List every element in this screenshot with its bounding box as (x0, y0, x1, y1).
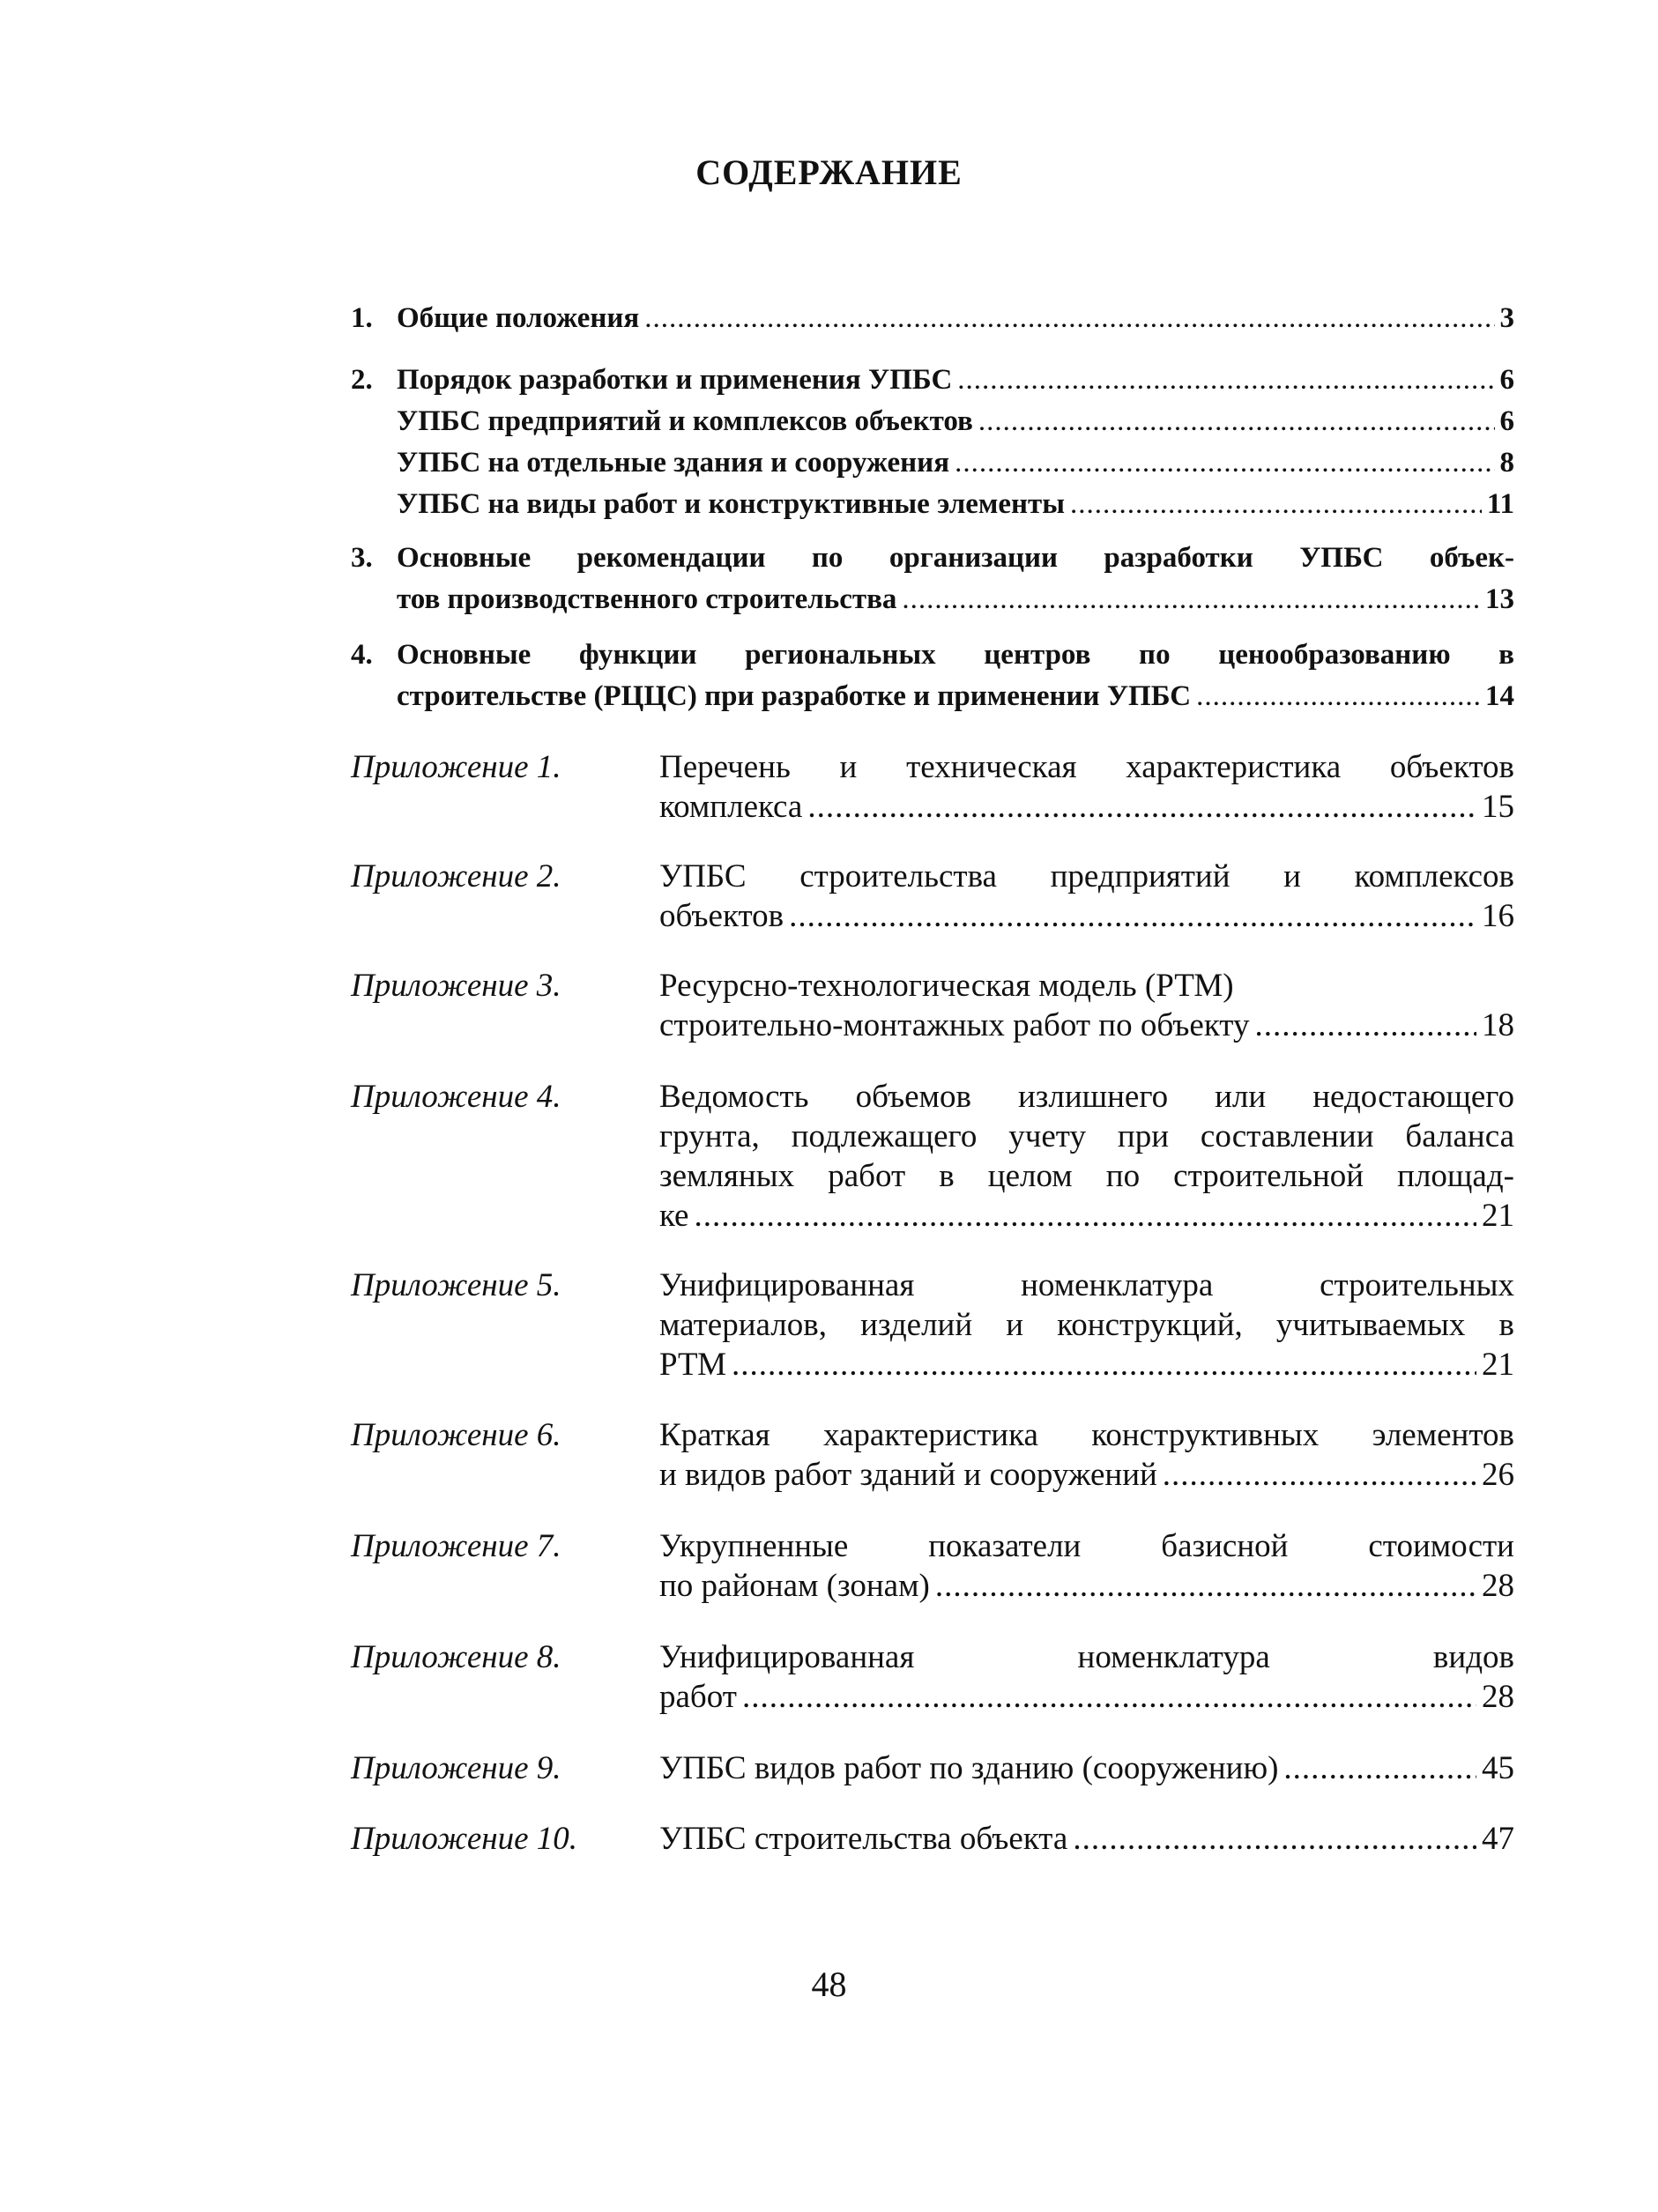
dot-leader (1255, 1006, 1477, 1045)
appendix-last-line (659, 1748, 1514, 1788)
appendix-last-line (659, 1006, 1514, 1045)
appendix-last-line (659, 896, 1514, 936)
appendix-text-line: Укрупненные показатели базисной стоимости (659, 1528, 1514, 1564)
toc-section-1 (351, 298, 1514, 339)
toc-line (351, 579, 1514, 620)
appendix-body (659, 966, 1514, 1045)
appendix-text: УПБС строительства объекта (659, 1821, 1068, 1857)
toc-subitem (351, 442, 1514, 484)
toc-section-3 (351, 538, 1514, 620)
page-ref: 45 (1482, 1750, 1514, 1786)
appendix-body (659, 1819, 1514, 1859)
dot-leader (957, 360, 1494, 401)
appendix-last-line (659, 787, 1514, 827)
toc-section-4 (351, 635, 1514, 717)
appendix-body (659, 1077, 1514, 1236)
appendix-text: РТМ (659, 1347, 727, 1383)
appendix-text: по районам (зонам) (659, 1568, 930, 1604)
appendix-text-line: Унифицированная номенклатура строительных (659, 1267, 1514, 1303)
appendix-label: Приложение 2. (351, 858, 561, 894)
section-number: 3. (351, 542, 373, 574)
appendix-last-line (659, 1196, 1514, 1236)
toc-subitem (351, 484, 1514, 525)
dot-leader (807, 787, 1476, 827)
section-title: Общие положения (397, 302, 640, 334)
section-title-line-2: тов производственного строительства (397, 583, 897, 615)
appendix-text: УПБС видов работ по зданию (сооружению) (659, 1750, 1279, 1786)
section-title: Порядок разработки и применения УПБС (397, 364, 953, 396)
page-title: СОДЕРЖАНИЕ (695, 152, 963, 192)
dot-leader (1283, 1748, 1476, 1788)
section-title-line-1: Основные функции региональных центров по ценообразованию в (397, 639, 1514, 671)
appendix-text-line: грунта, подлежащего учету при составлении баланса (659, 1118, 1514, 1154)
dot-leader (1196, 676, 1480, 717)
appendix-text-line: материалов, изделий и конструкций, учитываемых в (659, 1307, 1514, 1343)
dot-leader (789, 896, 1476, 936)
appendix-label: Приложение 7. (351, 1528, 561, 1564)
appendix-last-line (659, 1566, 1514, 1606)
dot-leader (955, 442, 1494, 484)
subitem-title: УПБС на виды работ и конструктивные элементы (397, 488, 1066, 520)
appendix-last-line (659, 1677, 1514, 1717)
dot-leader (1070, 484, 1482, 525)
toc-line (351, 538, 1514, 579)
page-ref: 15 (1482, 789, 1514, 825)
appendix-body (659, 1637, 1514, 1717)
appendix-label: Приложение 4. (351, 1079, 561, 1115)
appendix-label: Приложение 1. (351, 749, 561, 785)
subitem-title: УПБС на отдельные здания и сооружения (397, 447, 950, 479)
subitem-title: УПБС предприятий и комплексов объектов (397, 405, 973, 437)
appendix-label: Приложение 10. (351, 1821, 578, 1857)
appendix-label: Приложение 9. (351, 1750, 561, 1786)
appendix-text-line: Краткая характеристика конструктивных элементов (659, 1417, 1514, 1453)
page-number: 48 (811, 1964, 847, 2004)
page-ref: 21 (1482, 1198, 1514, 1234)
page-ref: 28 (1482, 1568, 1514, 1604)
dot-leader (978, 401, 1495, 442)
dot-leader (1073, 1819, 1476, 1859)
dot-leader (1163, 1455, 1476, 1495)
appendix-label: Приложение 5. (351, 1267, 561, 1303)
page-ref: 16 (1482, 898, 1514, 934)
section-number: 4. (351, 639, 373, 671)
appendix-text: ке (659, 1198, 689, 1234)
page-ref: 47 (1482, 1821, 1514, 1857)
appendix-body (659, 1748, 1514, 1788)
appendix-text-line: Ведомость объемов излишнего или недостающего (659, 1079, 1514, 1115)
page-ref: 13 (1485, 583, 1514, 615)
page-ref: 21 (1482, 1347, 1514, 1383)
toc-line (351, 360, 1514, 401)
appendix-body (659, 1526, 1514, 1606)
appendix-last-line (659, 1455, 1514, 1495)
page-ref: 11 (1486, 488, 1514, 520)
appendix-text-line: Перечень и техническая характеристика объектов (659, 749, 1514, 785)
toc-subitem (351, 401, 1514, 442)
appendix-label: Приложение 3. (351, 968, 561, 1004)
appendix-text: объектов (659, 898, 784, 934)
appendix-text-line: Ресурсно-технологическая модель (РТМ) (659, 968, 1234, 1004)
appendix-label: Приложение 6. (351, 1417, 561, 1453)
dot-leader (935, 1566, 1476, 1606)
page-ref: 6 (1499, 405, 1514, 437)
section-number: 1. (351, 302, 373, 334)
page-ref: 28 (1482, 1679, 1514, 1715)
page-ref: 3 (1499, 302, 1514, 334)
dot-leader (694, 1196, 1476, 1236)
appendix-text-line: УПБС строительства предприятий и комплексов (659, 858, 1514, 894)
appendix-text: строительно-монтажных работ по объекту (659, 1007, 1250, 1043)
page-ref: 26 (1482, 1457, 1514, 1493)
toc-line (351, 298, 1514, 339)
dot-leader (902, 579, 1480, 620)
appendix-last-line (659, 1345, 1514, 1384)
section-title-line-1: Основные рекомендации по организации разработки УПБС объек- (397, 542, 1514, 574)
appendix-body (659, 1415, 1514, 1495)
appendix-text: работ (659, 1679, 737, 1715)
toc-section-2 (351, 360, 1514, 525)
appendix-text-line: земляных работ в целом по строительной площад- (659, 1158, 1514, 1194)
appendix-text: и видов работ зданий и сооружений (659, 1457, 1157, 1493)
toc-line (351, 676, 1514, 717)
section-number: 2. (351, 364, 373, 396)
section-title-line-2: строительстве (РЦЦС) при разработке и применении УПБС (397, 680, 1192, 712)
page-ref: 8 (1499, 447, 1514, 479)
appendix-label: Приложение 8. (351, 1639, 561, 1675)
appendix-body (659, 1266, 1514, 1384)
dot-leader (644, 298, 1494, 339)
dot-leader (732, 1345, 1476, 1384)
toc-line (351, 635, 1514, 676)
appendix-body (659, 857, 1514, 936)
appendix-text: комплекса (659, 789, 803, 825)
page-ref: 18 (1482, 1007, 1514, 1043)
appendix-last-line (659, 1819, 1514, 1859)
page-ref: 14 (1485, 680, 1514, 712)
page-ref: 6 (1499, 364, 1514, 396)
appendix-text-line: Унифицированная номенклатура видов (659, 1639, 1514, 1675)
appendix-body (659, 747, 1514, 827)
dot-leader (742, 1677, 1476, 1717)
